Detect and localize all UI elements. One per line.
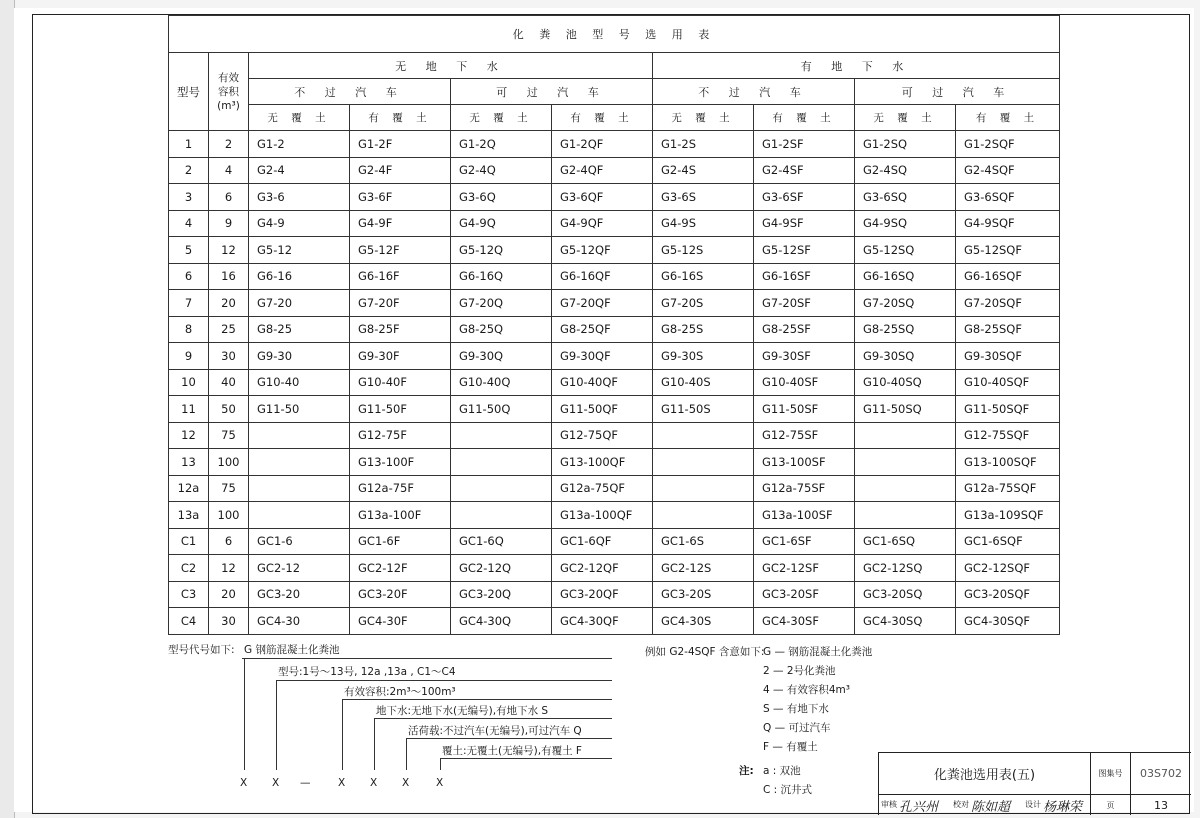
- model-number: 5: [169, 237, 209, 264]
- model-code-cell: G6-16S: [653, 263, 754, 290]
- model-code-cell: G2-4Q: [451, 157, 552, 184]
- model-code-cell: G11-50SQ: [855, 396, 956, 423]
- model-code-cell: G10-40S: [653, 369, 754, 396]
- example-line: S — 有地下水: [763, 703, 829, 715]
- model-code-cell: [653, 475, 754, 502]
- table-row: [169, 422, 1060, 449]
- legend-rule: [440, 758, 612, 759]
- model-code-cell: [653, 449, 754, 476]
- legend-rule: [276, 680, 612, 681]
- table-row: [169, 502, 1060, 529]
- model-code-cell: GC1-6F: [350, 528, 451, 555]
- model-code-cell: G9-30SQF: [956, 343, 1060, 370]
- table-row: [169, 157, 1060, 184]
- model-code-cell: G1-2Q: [451, 131, 552, 158]
- model-code-cell: G8-25: [249, 316, 350, 343]
- model-code-cell: G9-30S: [653, 343, 754, 370]
- model-code-cell: G5-12Q: [451, 237, 552, 264]
- model-code-cell: GC1-6: [249, 528, 350, 555]
- example-heading: 例如 G2-4SQF 含意如下:: [645, 646, 765, 658]
- model-code-cell: G2-4F: [350, 157, 451, 184]
- col-volume-line: (m³): [217, 99, 240, 112]
- model-code-cell: G11-50SQF: [956, 396, 1060, 423]
- model-number: 12: [169, 422, 209, 449]
- legend-leader: [244, 658, 245, 770]
- note-line: a : 双池: [763, 765, 801, 777]
- model-code-cell: G3-6SF: [754, 184, 855, 211]
- model-code-cell: GC1-6QF: [552, 528, 653, 555]
- model-code-cell: G4-9Q: [451, 210, 552, 237]
- model-code-cell: [249, 475, 350, 502]
- col-volume-line: 容积: [218, 85, 239, 98]
- table-row: [169, 184, 1060, 211]
- code-legend: [168, 640, 628, 800]
- model-code-cell: G12a-75F: [350, 475, 451, 502]
- model-number: 9: [169, 343, 209, 370]
- traffic-header: 不 过 汽 车: [249, 79, 451, 105]
- model-code-cell: G13-100SQF: [956, 449, 1060, 476]
- model-code-cell: G4-9F: [350, 210, 451, 237]
- page-label: 页: [1091, 795, 1131, 815]
- groundwater-header: 有 地 下 水: [653, 53, 1060, 79]
- example-line: G — 钢筋混凝土化粪池: [763, 646, 873, 658]
- model-code-cell: G6-16Q: [451, 263, 552, 290]
- model-code-cell: GC3-20: [249, 581, 350, 608]
- table-row: [169, 449, 1060, 476]
- model-code-cell: [855, 449, 956, 476]
- legend-rule: [374, 718, 612, 719]
- code-letter: X: [240, 777, 248, 789]
- model-number: 13: [169, 449, 209, 476]
- volume-value: 12: [209, 237, 249, 264]
- model-code-cell: G10-40SQ: [855, 369, 956, 396]
- model-code-cell: G8-25QF: [552, 316, 653, 343]
- model-code-cell: G10-40Q: [451, 369, 552, 396]
- model-code-cell: GC2-12: [249, 555, 350, 582]
- model-code-cell: G3-6SQF: [956, 184, 1060, 211]
- volume-value: 16: [209, 263, 249, 290]
- model-code-cell: G8-25SF: [754, 316, 855, 343]
- model-code-cell: GC2-12S: [653, 555, 754, 582]
- table-row: [169, 396, 1060, 423]
- model-code-cell: G11-50F: [350, 396, 451, 423]
- model-code-cell: [855, 502, 956, 529]
- model-code-cell: [653, 502, 754, 529]
- model-code-cell: G4-9SQ: [855, 210, 956, 237]
- atlas-number: 03S702: [1131, 753, 1191, 795]
- model-code-cell: GC1-6Q: [451, 528, 552, 555]
- model-code-cell: G8-25S: [653, 316, 754, 343]
- volume-value: 4: [209, 157, 249, 184]
- table-row: [169, 528, 1060, 555]
- col-volume-line: 有效: [218, 71, 239, 84]
- model-code-cell: G10-40SQF: [956, 369, 1060, 396]
- example-line: 4 — 有效容积4m³: [763, 684, 850, 696]
- model-code-cell: GC4-30SF: [754, 608, 855, 635]
- design-signature: 杨琳荣: [1043, 800, 1083, 815]
- example-explanation: [645, 644, 895, 804]
- table-row: [169, 555, 1060, 582]
- model-code-cell: G9-30Q: [451, 343, 552, 370]
- model-number: C1: [169, 528, 209, 555]
- model-code-cell: G9-30SF: [754, 343, 855, 370]
- model-code-cell: GC2-12SQF: [956, 555, 1060, 582]
- model-code-cell: G3-6SQ: [855, 184, 956, 211]
- model-code-cell: [451, 475, 552, 502]
- cover-header: 无 覆 土: [249, 105, 350, 131]
- model-code-cell: [653, 422, 754, 449]
- volume-value: 9: [209, 210, 249, 237]
- volume-value: 25: [209, 316, 249, 343]
- model-code-cell: G9-30F: [350, 343, 451, 370]
- model-code-cell: G11-50SF: [754, 396, 855, 423]
- table-row: [169, 608, 1060, 635]
- code-letter: X: [272, 777, 280, 789]
- model-number: 12a: [169, 475, 209, 502]
- review-signature: 孔兴州: [899, 800, 939, 815]
- cover-header: 有 覆 土: [350, 105, 451, 131]
- model-code-cell: GC3-20QF: [552, 581, 653, 608]
- example-line: 2 — 2号化粪池: [763, 665, 836, 677]
- volume-value: 30: [209, 343, 249, 370]
- cover-header: 有 覆 土: [552, 105, 653, 131]
- model-code-cell: G3-6S: [653, 184, 754, 211]
- model-number: 4: [169, 210, 209, 237]
- model-code-cell: G12-75SQF: [956, 422, 1060, 449]
- model-code-cell: G9-30QF: [552, 343, 653, 370]
- code-letter: X: [402, 777, 410, 789]
- volume-value: 6: [209, 528, 249, 555]
- sheet-title: 化粪池选用表(五): [879, 753, 1091, 795]
- volume-value: 100: [209, 449, 249, 476]
- code-letter: X: [436, 777, 444, 789]
- cover-header: 有 覆 土: [956, 105, 1060, 131]
- model-code-cell: GC1-6SF: [754, 528, 855, 555]
- cover-header: 无 覆 土: [855, 105, 956, 131]
- legend-g-desc: G 钢筋混凝土化粪池: [244, 644, 340, 656]
- table-row: [169, 263, 1060, 290]
- model-code-cell: G13a-100F: [350, 502, 451, 529]
- model-code-cell: G6-16SQ: [855, 263, 956, 290]
- model-code-cell: G13-100SF: [754, 449, 855, 476]
- model-code-cell: G3-6: [249, 184, 350, 211]
- model-code-cell: G10-40F: [350, 369, 451, 396]
- model-code-cell: G11-50Q: [451, 396, 552, 423]
- model-code-cell: GC4-30Q: [451, 608, 552, 635]
- model-code-cell: [451, 422, 552, 449]
- volume-value: 100: [209, 502, 249, 529]
- model-code-cell: G6-16SQF: [956, 263, 1060, 290]
- model-number: 11: [169, 396, 209, 423]
- model-number: 6: [169, 263, 209, 290]
- model-code-cell: G8-25SQ: [855, 316, 956, 343]
- model-code-cell: G9-30SQ: [855, 343, 956, 370]
- model-code-cell: G10-40: [249, 369, 350, 396]
- model-code-cell: GC4-30QF: [552, 608, 653, 635]
- traffic-header: 可 过 汽 车: [451, 79, 653, 105]
- design-label: 设计: [1025, 800, 1041, 809]
- volume-value: 2: [209, 131, 249, 158]
- model-code-cell: GC4-30: [249, 608, 350, 635]
- model-code-cell: GC3-20SF: [754, 581, 855, 608]
- volume-value: 6: [209, 184, 249, 211]
- model-code-cell: G3-6Q: [451, 184, 552, 211]
- model-number: C4: [169, 608, 209, 635]
- legend-rule: [242, 658, 612, 659]
- table-row: [169, 581, 1060, 608]
- model-code-cell: G1-2S: [653, 131, 754, 158]
- model-code-cell: G11-50: [249, 396, 350, 423]
- volume-value: 75: [209, 475, 249, 502]
- check-signature: 陈如超: [971, 800, 1011, 815]
- model-code-cell: GC3-20S: [653, 581, 754, 608]
- model-code-cell: G1-2: [249, 131, 350, 158]
- example-line: Q — 可过汽车: [763, 722, 831, 734]
- model-code-cell: [249, 502, 350, 529]
- model-code-cell: G1-2QF: [552, 131, 653, 158]
- model-code-cell: [451, 502, 552, 529]
- model-code-cell: G1-2SQF: [956, 131, 1060, 158]
- model-code-cell: G12a-75QF: [552, 475, 653, 502]
- model-code-cell: G8-25F: [350, 316, 451, 343]
- legend-volume: 有效容积:2m³～100m³: [344, 686, 456, 698]
- atlas-label: 图集号: [1091, 753, 1131, 795]
- model-number: C2: [169, 555, 209, 582]
- model-code-cell: G2-4: [249, 157, 350, 184]
- model-code-cell: G1-2F: [350, 131, 451, 158]
- model-code-cell: G10-40QF: [552, 369, 653, 396]
- model-code-cell: G7-20S: [653, 290, 754, 317]
- model-code-cell: GC2-12SQ: [855, 555, 956, 582]
- model-code-cell: G8-25SQF: [956, 316, 1060, 343]
- code-letter: —: [300, 777, 311, 789]
- title-block: [878, 752, 1191, 815]
- model-code-cell: G2-4SF: [754, 157, 855, 184]
- cover-header: 无 覆 土: [451, 105, 552, 131]
- table-row: [169, 369, 1060, 396]
- model-code-cell: G2-4SQF: [956, 157, 1060, 184]
- model-code-cell: G7-20SQF: [956, 290, 1060, 317]
- example-line: F — 有覆土: [763, 741, 818, 753]
- col-volume-header: [209, 53, 249, 131]
- model-code-cell: GC2-12F: [350, 555, 451, 582]
- legend-intro: 型号代号如下:: [168, 644, 235, 656]
- model-code-cell: G5-12: [249, 237, 350, 264]
- model-code-cell: [855, 475, 956, 502]
- model-code-cell: G13a-100QF: [552, 502, 653, 529]
- model-code-cell: G6-16: [249, 263, 350, 290]
- model-code-cell: G3-6F: [350, 184, 451, 211]
- model-code-cell: G7-20F: [350, 290, 451, 317]
- model-number: 1: [169, 131, 209, 158]
- model-code-cell: G10-40SF: [754, 369, 855, 396]
- model-code-cell: GC2-12Q: [451, 555, 552, 582]
- model-code-cell: G4-9S: [653, 210, 754, 237]
- model-code-cell: G4-9SF: [754, 210, 855, 237]
- legend-load: 活荷载:不过汽车(无编号),可过汽车 Q: [408, 725, 582, 737]
- model-code-cell: GC1-6S: [653, 528, 754, 555]
- model-code-cell: GC3-20SQ: [855, 581, 956, 608]
- model-code-cell: G13a-109SQF: [956, 502, 1060, 529]
- review-label: 审核: [881, 800, 897, 809]
- cover-header: 无 覆 土: [653, 105, 754, 131]
- model-code-cell: GC4-30F: [350, 608, 451, 635]
- model-code-cell: G4-9SQF: [956, 210, 1060, 237]
- model-code-cell: G5-12SQ: [855, 237, 956, 264]
- scanner-edge: [0, 0, 15, 818]
- legend-leader: [374, 718, 375, 770]
- model-code-cell: G2-4QF: [552, 157, 653, 184]
- model-code-cell: G2-4SQ: [855, 157, 956, 184]
- model-code-cell: GC1-6SQ: [855, 528, 956, 555]
- model-code-cell: GC4-30SQ: [855, 608, 956, 635]
- legend-groundwater: 地下水:无地下水(无编号),有地下水 S: [376, 705, 549, 717]
- model-code-cell: G12-75SF: [754, 422, 855, 449]
- legend-leader: [406, 738, 407, 770]
- model-code-cell: GC3-20SQF: [956, 581, 1060, 608]
- model-code-cell: [855, 422, 956, 449]
- volume-value: 50: [209, 396, 249, 423]
- code-letter: X: [370, 777, 378, 789]
- model-code-cell: GC4-30S: [653, 608, 754, 635]
- model-code-cell: G8-25Q: [451, 316, 552, 343]
- volume-value: 40: [209, 369, 249, 396]
- table-row: [169, 316, 1060, 343]
- model-number: 7: [169, 290, 209, 317]
- model-code-cell: GC3-20F: [350, 581, 451, 608]
- table-row: [169, 475, 1060, 502]
- model-code-cell: G7-20Q: [451, 290, 552, 317]
- note-label: 注:: [739, 765, 754, 777]
- model-code-cell: GC4-30SQF: [956, 608, 1060, 635]
- model-code-cell: GC2-12SF: [754, 555, 855, 582]
- model-code-cell: G12a-75SQF: [956, 475, 1060, 502]
- model-code-cell: G5-12QF: [552, 237, 653, 264]
- model-code-cell: G7-20QF: [552, 290, 653, 317]
- volume-value: 20: [209, 290, 249, 317]
- signature-row: [879, 795, 1091, 815]
- model-code-cell: G12a-75SF: [754, 475, 855, 502]
- model-code-cell: G6-16SF: [754, 263, 855, 290]
- model-code-cell: G5-12SF: [754, 237, 855, 264]
- model-code-cell: G13-100F: [350, 449, 451, 476]
- col-model-header: 型号: [169, 53, 209, 131]
- volume-value: 12: [209, 555, 249, 582]
- model-number: 10: [169, 369, 209, 396]
- selection-table: [168, 15, 1060, 635]
- legend-leader: [276, 680, 277, 770]
- table-row: [169, 237, 1060, 264]
- model-code-cell: G6-16QF: [552, 263, 653, 290]
- table-row: [169, 290, 1060, 317]
- model-number: 3: [169, 184, 209, 211]
- legend-rule: [342, 699, 612, 700]
- model-code-cell: G12-75F: [350, 422, 451, 449]
- model-code-cell: G11-50S: [653, 396, 754, 423]
- model-code-cell: G7-20: [249, 290, 350, 317]
- model-code-cell: G1-2SQ: [855, 131, 956, 158]
- model-number: 2: [169, 157, 209, 184]
- model-code-cell: G5-12SQF: [956, 237, 1060, 264]
- model-code-cell: G11-50QF: [552, 396, 653, 423]
- model-code-cell: G4-9: [249, 210, 350, 237]
- legend-leader: [342, 699, 343, 770]
- table-row: [169, 131, 1060, 158]
- model-code-cell: GC1-6SQF: [956, 528, 1060, 555]
- model-number: C3: [169, 581, 209, 608]
- legend-leader: [440, 758, 441, 770]
- legend-rule: [406, 738, 612, 739]
- table-row: [169, 210, 1060, 237]
- model-code-cell: G9-30: [249, 343, 350, 370]
- legend-model: 型号:1号～13号, 12a ,13a , C1～C4: [278, 666, 456, 678]
- model-code-cell: G1-2SF: [754, 131, 855, 158]
- model-code-cell: [451, 449, 552, 476]
- model-code-cell: G6-16F: [350, 263, 451, 290]
- model-code-cell: G7-20SF: [754, 290, 855, 317]
- model-code-cell: G13a-100SF: [754, 502, 855, 529]
- volume-value: 20: [209, 581, 249, 608]
- legend-cover: 覆土:无覆土(无编号),有覆土 F: [442, 745, 582, 757]
- model-code-cell: G3-6QF: [552, 184, 653, 211]
- model-code-cell: G5-12F: [350, 237, 451, 264]
- table-title: 化 粪 池 型 号 选 用 表: [169, 16, 1060, 53]
- traffic-header: 可 过 汽 车: [855, 79, 1060, 105]
- model-code-cell: G7-20SQ: [855, 290, 956, 317]
- model-code-cell: [249, 422, 350, 449]
- no-groundwater-header: 无 地 下 水: [249, 53, 653, 79]
- model-code-cell: GC3-20Q: [451, 581, 552, 608]
- model-number: 8: [169, 316, 209, 343]
- page-number: 13: [1154, 798, 1168, 812]
- model-code-cell: [249, 449, 350, 476]
- note-line: C : 沉井式: [763, 784, 813, 796]
- model-code-cell: G12-75QF: [552, 422, 653, 449]
- cover-header: 有 覆 土: [754, 105, 855, 131]
- table-row: [169, 343, 1060, 370]
- volume-value: 75: [209, 422, 249, 449]
- model-code-cell: G5-12S: [653, 237, 754, 264]
- traffic-header: 不 过 汽 车: [653, 79, 855, 105]
- volume-value: 30: [209, 608, 249, 635]
- model-code-cell: GC2-12QF: [552, 555, 653, 582]
- model-code-cell: G4-9QF: [552, 210, 653, 237]
- check-label: 校对: [953, 800, 969, 809]
- model-code-cell: G13-100QF: [552, 449, 653, 476]
- model-code-cell: G2-4S: [653, 157, 754, 184]
- code-letter: X: [338, 777, 346, 789]
- model-number: 13a: [169, 502, 209, 529]
